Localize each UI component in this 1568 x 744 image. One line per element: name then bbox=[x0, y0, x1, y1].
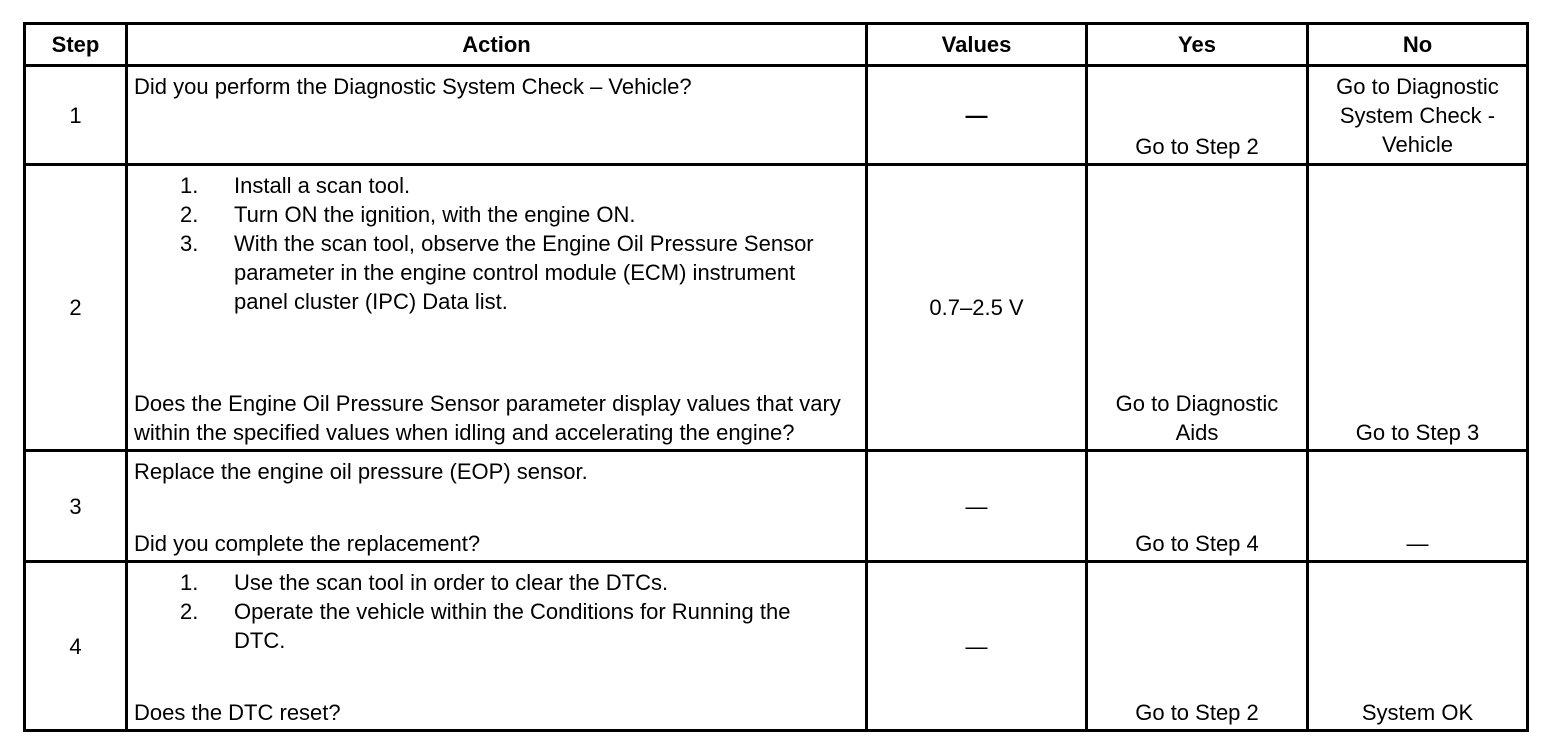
step-number: 4 bbox=[25, 562, 127, 731]
diagnostic-table bbox=[23, 22, 1529, 732]
action-question: Does the Engine Oil Pressure Sensor parameter display values that vary within the specified values when idling and accelerating the engine? bbox=[134, 391, 841, 445]
list-item-text: Operate the vehicle within the Conditions for Running the DTC. bbox=[234, 599, 791, 653]
no-cell bbox=[1308, 165, 1528, 451]
action-question: Did you perform the Diagnostic System Check – Vehicle? bbox=[134, 74, 692, 99]
table-row bbox=[25, 66, 1528, 165]
list-item bbox=[134, 568, 859, 597]
no-cell bbox=[1308, 562, 1528, 731]
no-value: System OK bbox=[1361, 700, 1474, 725]
header-values: Values bbox=[867, 24, 1087, 66]
action-cell bbox=[127, 165, 867, 451]
list-item-text: Install a scan tool. bbox=[234, 173, 411, 198]
action-cell bbox=[127, 66, 867, 165]
yes-link[interactable]: Go to Step 2 bbox=[1135, 134, 1259, 159]
yes-link[interactable]: Go to Diagnostic Aids bbox=[1115, 391, 1279, 445]
action-cell bbox=[127, 562, 867, 731]
list-item-number: 1. bbox=[180, 173, 199, 198]
header-no: No bbox=[1308, 24, 1528, 66]
header-yes: Yes bbox=[1087, 24, 1308, 66]
step-number: 1 bbox=[25, 66, 127, 165]
yes-cell bbox=[1087, 562, 1308, 731]
list-item-text: Use the scan tool in order to clear the DTCs. bbox=[234, 570, 669, 595]
action-steps-list bbox=[134, 568, 859, 655]
header-action: Action bbox=[127, 24, 867, 66]
list-item-number: 1. bbox=[180, 570, 199, 595]
step-number: 2 bbox=[25, 165, 127, 451]
values-cell: — bbox=[867, 451, 1087, 562]
step-number: 3 bbox=[25, 451, 127, 562]
values-cell: — bbox=[867, 66, 1087, 165]
list-item-text: With the scan tool, observe the Engine Oil Pressure Sensor parameter in the engine control module (ECM) instrument panel cluster (IPC) Data list. bbox=[234, 231, 814, 314]
table-row bbox=[25, 562, 1528, 731]
action-cell bbox=[127, 451, 867, 562]
header-step: Step bbox=[25, 24, 127, 66]
yes-link[interactable]: Go to Step 4 bbox=[1135, 531, 1259, 556]
values-cell: — bbox=[867, 562, 1087, 731]
list-item-text: Turn ON the ignition, with the engine ON. bbox=[234, 202, 636, 227]
list-item-number: 2. bbox=[180, 202, 199, 227]
yes-cell bbox=[1087, 165, 1308, 451]
list-item bbox=[134, 229, 859, 316]
list-item bbox=[134, 171, 859, 200]
values-cell: 0.7–2.5 V bbox=[867, 165, 1087, 451]
table-row bbox=[25, 165, 1528, 451]
yes-link[interactable]: Go to Step 2 bbox=[1135, 700, 1259, 725]
no-value: — bbox=[1406, 531, 1429, 556]
list-item-number: 2. bbox=[180, 599, 199, 624]
no-link[interactable]: Go to Diagnostic System Check - Vehicle bbox=[1336, 74, 1499, 157]
table-row bbox=[25, 451, 1528, 562]
no-cell bbox=[1308, 66, 1528, 165]
action-steps-list bbox=[134, 171, 859, 316]
list-item-number: 3. bbox=[180, 231, 199, 256]
yes-cell bbox=[1087, 66, 1308, 165]
action-question: Did you complete the replacement? bbox=[134, 531, 481, 556]
list-item bbox=[134, 597, 859, 655]
action-instruction: Replace the engine oil pressure (EOP) sensor. bbox=[134, 459, 588, 484]
action-question: Does the DTC reset? bbox=[134, 700, 341, 725]
list-item bbox=[134, 200, 859, 229]
header-row bbox=[25, 24, 1528, 66]
no-cell bbox=[1308, 451, 1528, 562]
no-link[interactable]: Go to Step 3 bbox=[1355, 420, 1480, 445]
yes-cell bbox=[1087, 451, 1308, 562]
